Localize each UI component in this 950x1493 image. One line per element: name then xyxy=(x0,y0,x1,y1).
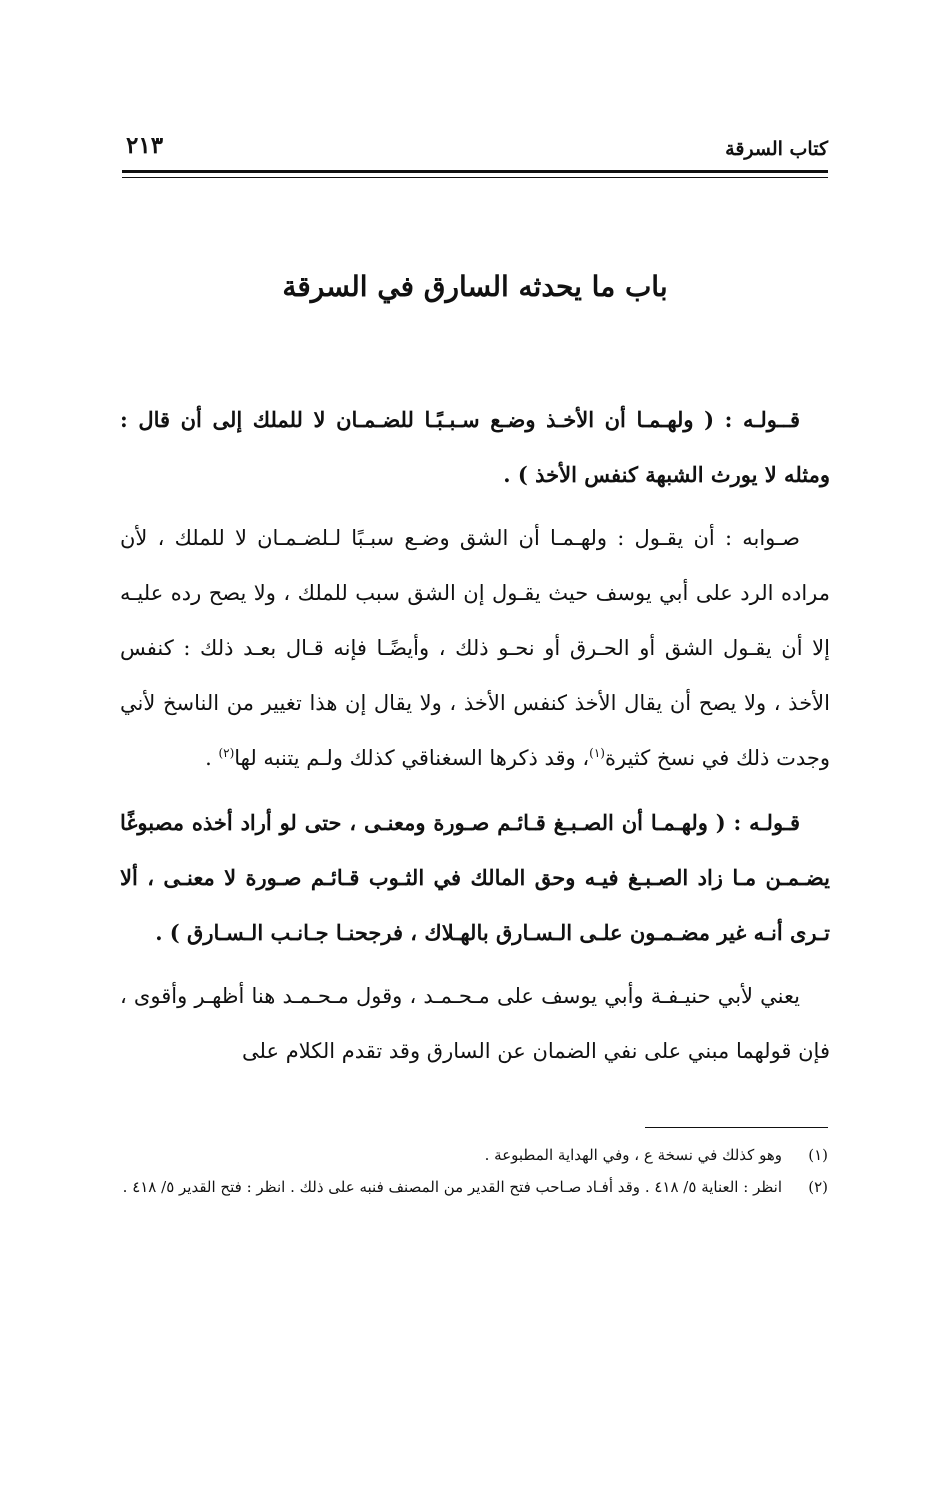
book-title: كتاب السرقة xyxy=(725,138,828,160)
chapter-title: باب ما يحدثه السارق في السرقة xyxy=(282,270,668,303)
quoted-paragraph: قــولـه : ( ولهـمـا أن الأخـذ وضـع سـبـبًـا للضـمـان لا للملك إلى أن قال : ومثله لا يورث الشبهة كنفس الأخذ ) . xyxy=(120,407,830,487)
footnote-marker: (١) xyxy=(589,746,605,760)
running-header xyxy=(122,128,828,168)
commentary-paragraph xyxy=(120,511,830,786)
footnotes xyxy=(122,1142,828,1206)
commentary-paragraph: يعني لأبي حنيـفـة وأبي يوسف على مـحـمـد ، وقول مـحـمـد هنا أظهـر وأقوى ، فإن قولهما مبني على نفي الضمان عن السارق وقد تقدم الكلام على xyxy=(120,984,830,1063)
paragraph-text: ، وقد ذكرها السغناقي كذلك ولـم يتنبه لها xyxy=(234,746,590,770)
quoted-paragraph: قـولـه : ( ولهـمـا أن الصـبـغ قـائـم صـورة ومعنـى ، حتى لو أراد أخذه مصبوغًا يضـمـن مـا زاد الصـبـغ فيـه وحق المالك في الثـوب قـائـم صـورة لا معنـى ، ألا تـرى أنـه غير مضـمـون علـى الـسـارق بالهـلاك ، فرجحنـا جـانـب الـسـارق ) . xyxy=(120,810,830,945)
footnote-number: (٢) xyxy=(808,1178,828,1196)
footnote-item xyxy=(122,1174,828,1201)
footnote-separator xyxy=(645,1127,828,1128)
paragraph-text: . xyxy=(205,746,219,770)
footnote-marker: (٢) xyxy=(218,746,235,760)
header-rule-thin xyxy=(122,177,828,178)
footnote-text: انظر : العناية ٥/ ٤١٨ . وقد أفـاد صـاحب فتح القدير من المصنف فنبه على ذلك . انظر : فتح القدير ٥/ ٤١٨ . xyxy=(122,1178,782,1196)
page-number: ٢١٣ xyxy=(126,132,164,159)
footnote-number: (١) xyxy=(808,1146,828,1164)
footnote-text: وهو كذلك في نسخة ع ، وفي الهداية المطبوعة . xyxy=(484,1146,782,1164)
body-text xyxy=(120,392,830,1088)
footnote-item xyxy=(122,1142,828,1169)
header-rule-thick xyxy=(122,170,828,173)
paragraph-text: صـوابه : أن يقـول : ولهـمـا أن الشق وضـع سبـبًا لـلضـمـان لا للملك ، لأن مراده الرد على أبي يوسف حيث يقـول إن الشق سبب للملك ، ولا يصح رده عليـه إلا أن يقـول الشق أو الحـرق أو نحـو ذلك ، وأيضًـا فإنه قـال بعـد ذلك : كنفس الأخذ ، ولا يصح أن يقال الأخذ كنفس الأخذ ، ولا يقال إن هذا تغيير من الناسخ لأني وجدت ذلك في نسخ كثيرة xyxy=(120,526,830,770)
